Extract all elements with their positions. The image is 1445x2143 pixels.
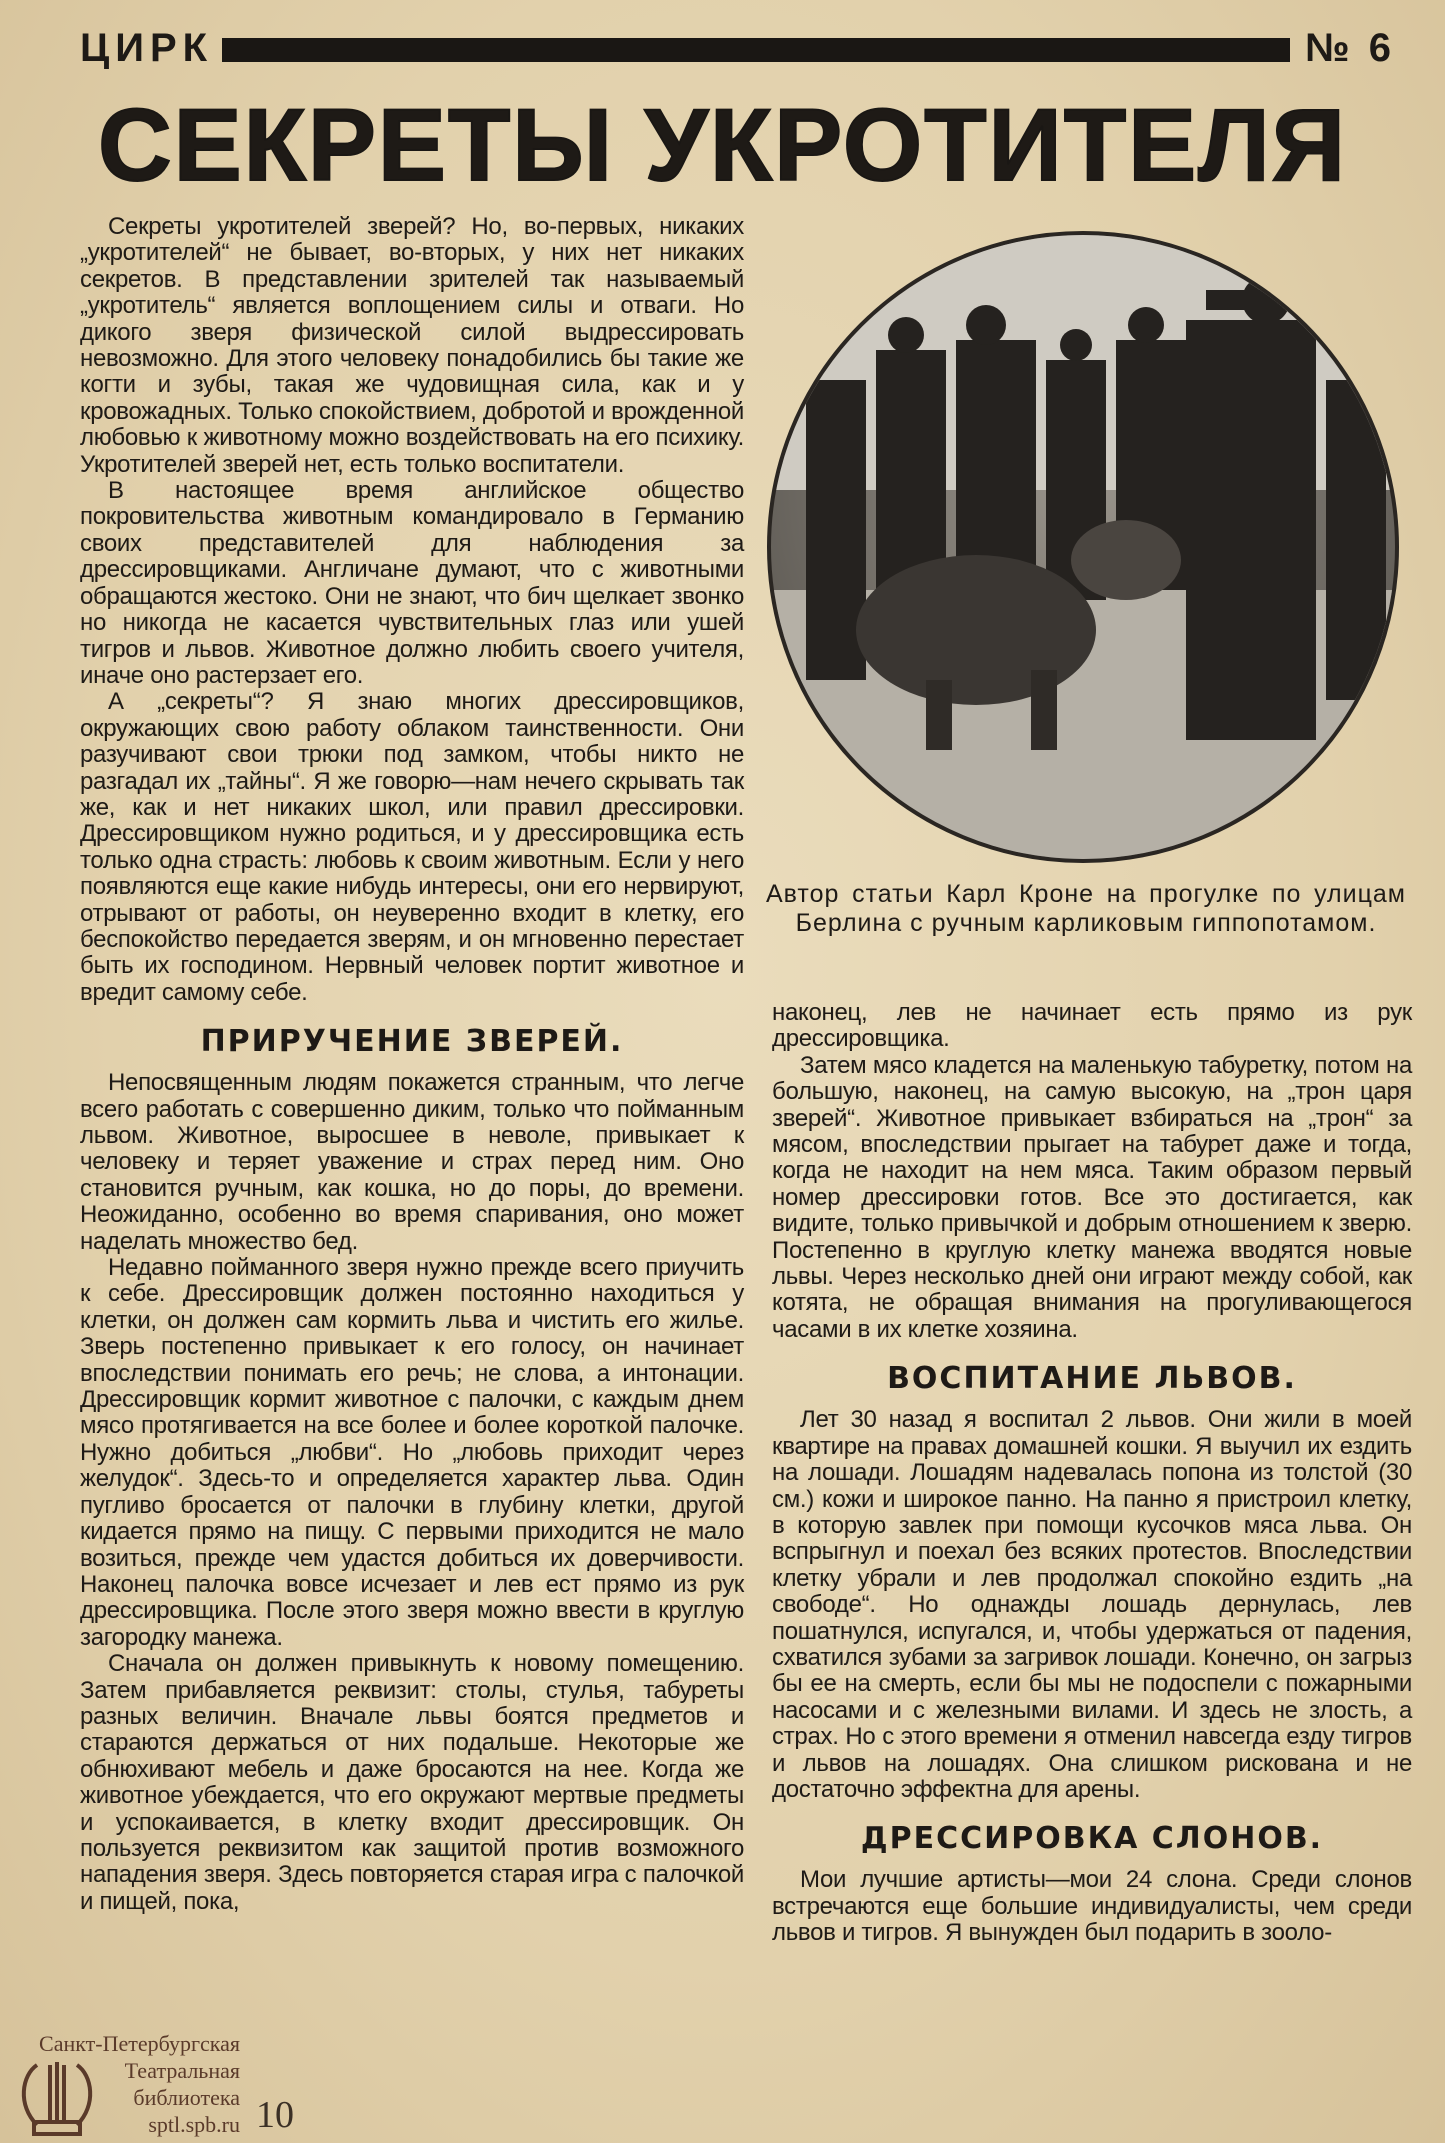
article-title-wrap — [0, 86, 1445, 204]
masthead-label: ЦИРК — [80, 26, 214, 70]
issue-number: № 6 — [1305, 26, 1395, 70]
page-number: 10 — [256, 2094, 294, 2136]
library-watermark — [10, 2030, 240, 2138]
photo-caption: Автор статьи Карл Кроне на прогулке по улицам Берлина с ручным карликовым гиппопотамом. — [766, 880, 1406, 937]
paragraph: Лет 30 назад я воспитал 2 львов. Они жили в моей квартире на правах домашней кошки. Я выучил их ездить на лошади. Лошадям надевалась попона из толстой (30 см.) кожи и широкое панно. На панно я пристроил клетку, в которую завлек при помощи кусочков мяса льва. Он вспрыгнул и поехал без всяких протестов. Впоследствии клетку убрали и лев продолжал спокойно ездить „на свободе“. Но однажды лошадь дернулась, лев пошатнулся, испугался, и, чтобы удержаться от падения, схватился зубами за загривок лошади. Конечно, он загрыз бы ее на смерть, если бы мы не подоспели с пожарными насосами и с железными вилами. И здесь не злость, а страх. Но с этого времени я отменил навсегда езду тигров и львов на лошадях. Она слишком рискована и не достаточно эффектна для арены. — [772, 1406, 1412, 1803]
masthead-rule — [222, 38, 1290, 62]
article-title: СЕКРЕТЫ УКРОТИТЕЛЯ — [97, 88, 1348, 202]
paragraph: А „секреты“? Я знаю многих дрессировщиков, окружающих свою работу облаком таинственности. Они разучивают свои трюки под замком, чтобы никто не разгадал их „тайны“. Я же говорю—нам нечего скрывать так же, как и нет никаких школ, или правил дрессировки. Дрессировщиком нужно родиться, и у дрессировщика есть только одна страсть: любовь к своим животным. Если у него появляются еще какие нибудь интересы, они его нервируют, отрывают от работы, он неуверенно входит в клетку, его беспокойство передается зверям, и он мгновенно перестает быть их господином. Нервный человек портит животное и вредит самому себе. — [80, 688, 744, 1006]
section-heading: ПРИРУЧЕНИЕ ЗВЕРЕЙ. — [200, 1024, 624, 1060]
paragraph: В настоящее время английское общество покровительства животным командировало в Германию своих представителей для наблюдения за дрессировщиками. Англичане думают, что с животными обращаются жестоко. Они не знают, что бич щелкает звонко но никогда не касается чувствительных глаз или ушей тигров и львов. Животное должно любить своего учителя, иначе оно растерзает его. — [80, 477, 744, 689]
right-column — [772, 1000, 1412, 1947]
watermark-line: Театральная — [124, 2058, 240, 2083]
section-heading: ДРЕССИРОВКА СЛОНОВ. — [860, 1821, 1324, 1857]
paragraph: Затем мясо кладется на маленькую табуретку, потом на большую, наконец, на самую высокую, на „трон царя зверей“. Животное привыкает взбираться на „трон“ за мясом, впоследствии прыгает на табурет даже и тогда, когда не находит на нем мяса. Таким образом первый номер дрессировки готов. Все это достигается, как видите, только привычкой и добрым отношением к зверю. Постепенно в круглую клетку манежа вводятся новые львы. Через несколько дней они играют между собой, как котята, не обращая внимания на прогуливающегося часами в их клетке хозяина. — [772, 1051, 1412, 1343]
paragraph: Непосвященным людям покажется странным, что легче всего работать с совершенно диким, только что пойманным львом. Животное, выросшее в неволе, привыкает к человеку и теряет уважение и страх перед ним. Оно становится ручным, как кошка, но до поры, до времени. Неожиданно, особенно во время спаривания, оно может наделать множество бед. — [80, 1069, 744, 1255]
paragraph: Недавно пойманного зверя нужно прежде всего приучить к себе. Дрессировщик должен постоянно находиться у клетки, он должен сам кормить льва и чистить его жилье. Зверь постепенно привыкает к его голосу, он начинает впоследствии понимать его речь; не слова, а интонации. Дрессировщик кормит животное с палочки, с каждым днем мясо протягивается на все более и более короткой палочке. Нужно добиться „любви“. Но „любовь приходит через желудок“. Здесь-то и определяется характер льва. Один пугливо бросается от палочки в глубину клетки, другой кидается прямо на пищу. С первыми приходится не мало возиться, прежде чем удастся добиться их доверчивости. Наконец палочка вовсе исчезает и лев ест прямо из рук дрессировщика. После этого зверя можно ввести в круглую загородку манежа. — [80, 1254, 744, 1651]
section-heading: ВОСПИТАНИЕ ЛЬВОВ. — [887, 1361, 1297, 1397]
watermark-url: sptl.spb.ru — [148, 2112, 240, 2137]
paragraph: Мои лучшие артисты—мои 24 слона. Среди слонов встречаются еще большие индивидуалисты, чем среди львов и тигров. Я вынужден был подарить в зооло- — [772, 1866, 1412, 1947]
paragraph-continuation: наконец, лев не начинает есть прямо из рук дрессировщика. — [772, 999, 1412, 1053]
left-column — [80, 214, 744, 1915]
circular-photo — [766, 230, 1400, 864]
watermark-line: Санкт-Петербургская — [39, 2031, 240, 2056]
paragraph: Секреты укротителей зверей? Но, во-первых, никаких „укротителей“ не бывает, во-вторых, у них нет никаких секретов. В представлении зрителей так называемый „укротитель“ является воплощением силы и отваги. Но дикого зверя физической силой выдрессировать невозможно. Для этого человеку понадобились бы такие же когти и зубы, такая же чудовищная сила, как и у кровожадных. Только спокойствием, добротой и врожденной любовью к животному можно воздействовать на его психику. Укротителей зверей нет, есть только воспитатели. — [80, 213, 744, 478]
paragraph: Сначала он должен привыкнуть к новому помещению. Затем прибавляется реквизит: столы, стулья, табуреты разных величин. Вначале львы боятся предметов и стараются держаться от них подальше. Некоторые же обнюхивают мебель и даже бросаются на нее. Когда же животное убеждается, что его окружают мертвые предметы и успокаивается, в клетку входит дрессировщик. Он пользуется реквизитом как защитой против возможного нападения зверя. Здесь повторяется старая игра с палочкой и пищей, пока, — [80, 1650, 744, 1915]
watermark-line: библиотека — [133, 2085, 240, 2110]
